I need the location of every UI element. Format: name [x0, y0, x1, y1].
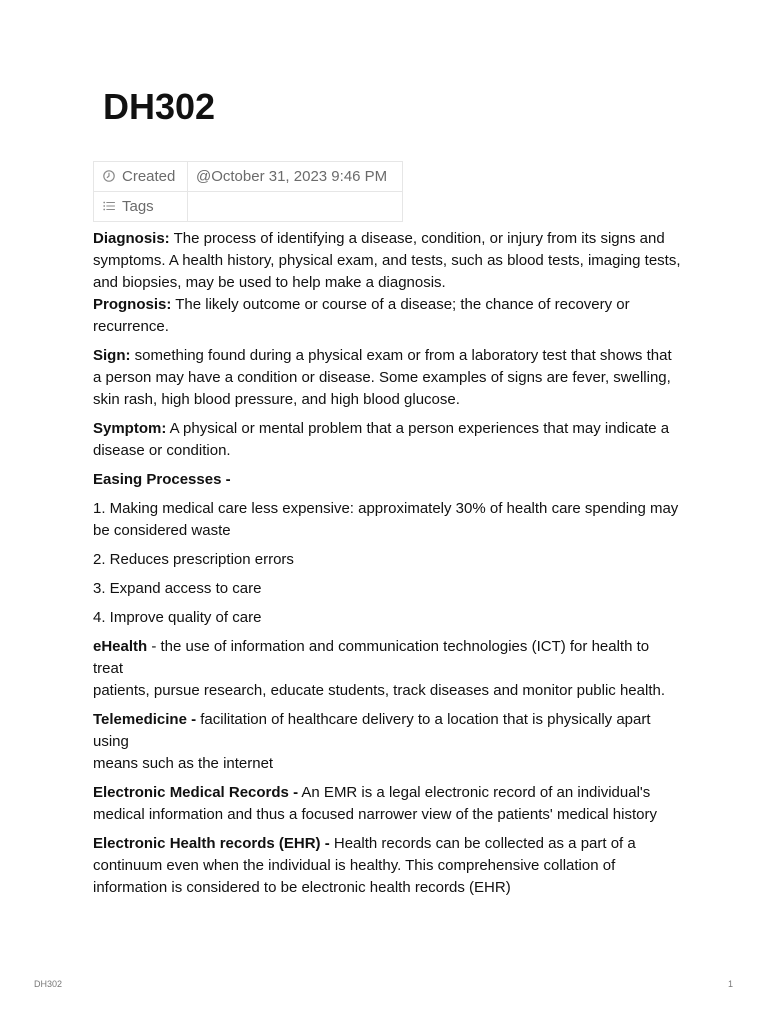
property-row-tags: [94, 192, 403, 222]
term-sign: Sign:: [93, 347, 131, 364]
definition-text: patients, pursue research, educate students, track diseases and monitor public health.: [93, 682, 665, 699]
definition-text: facilitation of healthcare delivery to a location that is physically apart using: [93, 711, 651, 750]
definition-text: - the use of information and communication technologies (ICT) for health to treat: [93, 638, 650, 677]
paragraph-symptom: [93, 418, 683, 462]
page-title: DH302: [103, 86, 216, 127]
footer-doc-title: DH302: [34, 979, 63, 989]
page-content: [93, 228, 683, 906]
term-telemedicine: Telemedicine -: [93, 711, 197, 728]
properties-table: [93, 161, 403, 222]
term-ehealth: eHealth: [93, 638, 148, 655]
term-emr: Electronic Medical Records -: [93, 784, 299, 801]
paragraph-prognosis: [93, 294, 683, 338]
definition-text: Health records can be collected as a part of a continuum even when the individual is healthy. This comprehensive collation of information is considered to be electronic health records (EHR): [93, 835, 636, 896]
property-row-created: [94, 162, 403, 192]
property-label: Created: [122, 168, 176, 185]
footer-page-number: 1: [727, 979, 733, 989]
definition-text: The process of identifying a disease, condition, or injury from its signs and symptoms. A health history, physical exam, and tests, such as blood tests, imaging tests, and biopsies, may be used to help make a diagnosis.: [93, 230, 681, 291]
paragraph-ehealth: [93, 636, 683, 702]
property-label: Tags: [122, 198, 154, 215]
easing-heading: [93, 469, 683, 491]
list-item: 3. Expand access to care: [93, 580, 262, 597]
term-symptom: Symptom:: [93, 420, 167, 437]
paragraph-sign: [93, 345, 683, 411]
list-icon: [102, 199, 116, 213]
definition-text: A physical or mental problem that a person experiences that may indicate a disease or condition.: [93, 420, 670, 459]
property-key: [94, 162, 188, 192]
term-ehr: Electronic Health records (EHR) -: [93, 835, 330, 852]
property-value[interactable]: [188, 192, 403, 222]
term-prognosis: Prognosis:: [93, 296, 172, 313]
term-diagnosis: Diagnosis:: [93, 230, 170, 247]
list-item: 1. Making medical care less expensive: approximately 30% of health care spending may be considered waste: [93, 500, 679, 539]
paragraph-ehr: [93, 833, 683, 899]
list-item: 4. Improve quality of care: [93, 609, 262, 626]
definition-text: something found during a physical exam or from a laboratory test that shows that a person may have a condition or disease. Some examples of signs are fever, swelling, skin rash, high blood pressure, and high blood glucose.: [93, 347, 672, 408]
definition-text: means such as the internet: [93, 755, 274, 772]
easing-heading-text: Easing Processes -: [93, 471, 231, 488]
property-value[interactable]: @October 31, 2023 9:46 PM: [188, 162, 403, 192]
clock-icon: [102, 169, 116, 183]
property-key: [94, 192, 188, 222]
list-item: 2. Reduces prescription errors: [93, 551, 294, 568]
paragraph-emr: [93, 782, 683, 826]
definition-text: The likely outcome or course of a disease; the chance of recovery or recurrence.: [93, 296, 630, 335]
definition-text: An EMR is a legal electronic record of an individual's medical information and thus a focused narrower view of the patients' medical history: [93, 784, 657, 823]
paragraph-diagnosis: [93, 228, 683, 294]
paragraph-telemedicine: [93, 709, 683, 775]
